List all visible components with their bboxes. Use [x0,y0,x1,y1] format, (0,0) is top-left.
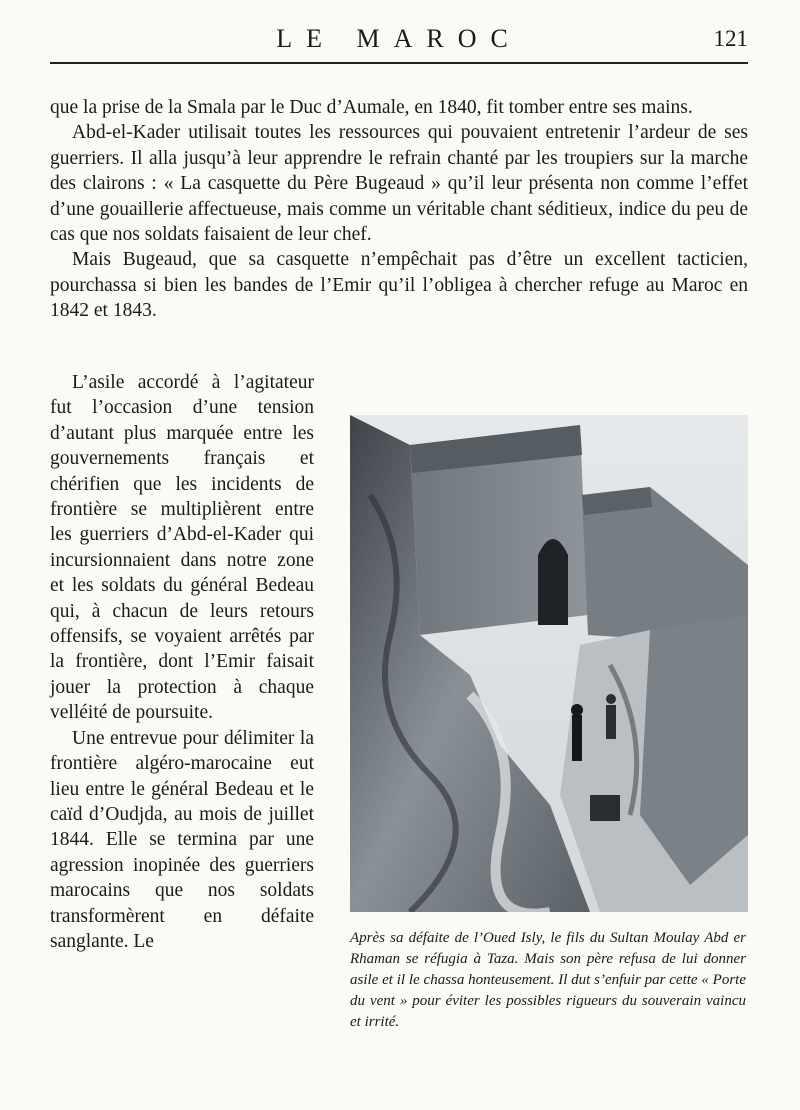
page-header [50,22,748,64]
paragraph-4: L’asile accordé à l’agitateur fut l’occasion d’une tension d’autant plus marquée entre les gouvernements français et chérifien que les incidents de frontière se multiplièrent entre les guerriers d’Abd-el-Kader qui incursionnaient dans notre zone et les soldats du général Bedeau qui, à chacun de leurs retours offensifs, se voyaient arrêtés par la frontière, dont l’Emir faisait jouer la protection à chaque velléité de poursuite. [50,372,314,724]
paragraph-3: Mais Bugeaud, que sa casquette n’empêchait pas d’être un excellent tacticien, pourchassa si bien les bandes de l’Emir qu’il l’obligea à chercher refuge au Maroc en 1842 et 1843. [50,249,748,322]
figure [350,415,748,1033]
page-number: 121 [713,26,748,51]
paragraph-5: Une entrevue pour délimiter la frontière algéro-marocaine eut lieu entre le général Bedeau et le caïd d’Oudjda, au mois de juillet 1844. Elle se termina par une agression inopinée des guerriers marocains que nos soldats transformèrent en défaite sanglante. Le [50,727,314,952]
running-title: LE MAROC [276,24,522,53]
full-width-text [50,95,748,324]
paragraph-2: Abd-el-Kader utilisait toutes les ressources qui pouvaient entretenir l’ardeur de ses guerriers. Il alla jusqu’à leur apprendre le refrain chanté par les troupiers sur la marche des clairons : « La casquette du Père Bugeaud » qu’il leur présenta non comme l’effet d’une gouaillerie affectueuse, mais comme un véritable chant séditieux, indice du peu de cas que nos soldats faisaient de leur chef. [50,122,748,246]
figure-caption: Après sa défaite de l’Oued Isly, le fils du Sultan Moulay Abd er Rhaman se réfugia à Taza. Mais son père refusa de lui donner asile et il le chassa honteusement. Il dut s’enfuir par cette « Porte du vent » pour éviter les possibles rigueurs du souverain vaincu et irrité. [350,930,746,1030]
paragraph-1: que la prise de la Smala par le Duc d’Aumale, en 1840, fit tomber entre ses mains. [50,97,693,118]
photo-porte-du-vent [350,415,748,912]
narrow-column-text [50,370,314,954]
